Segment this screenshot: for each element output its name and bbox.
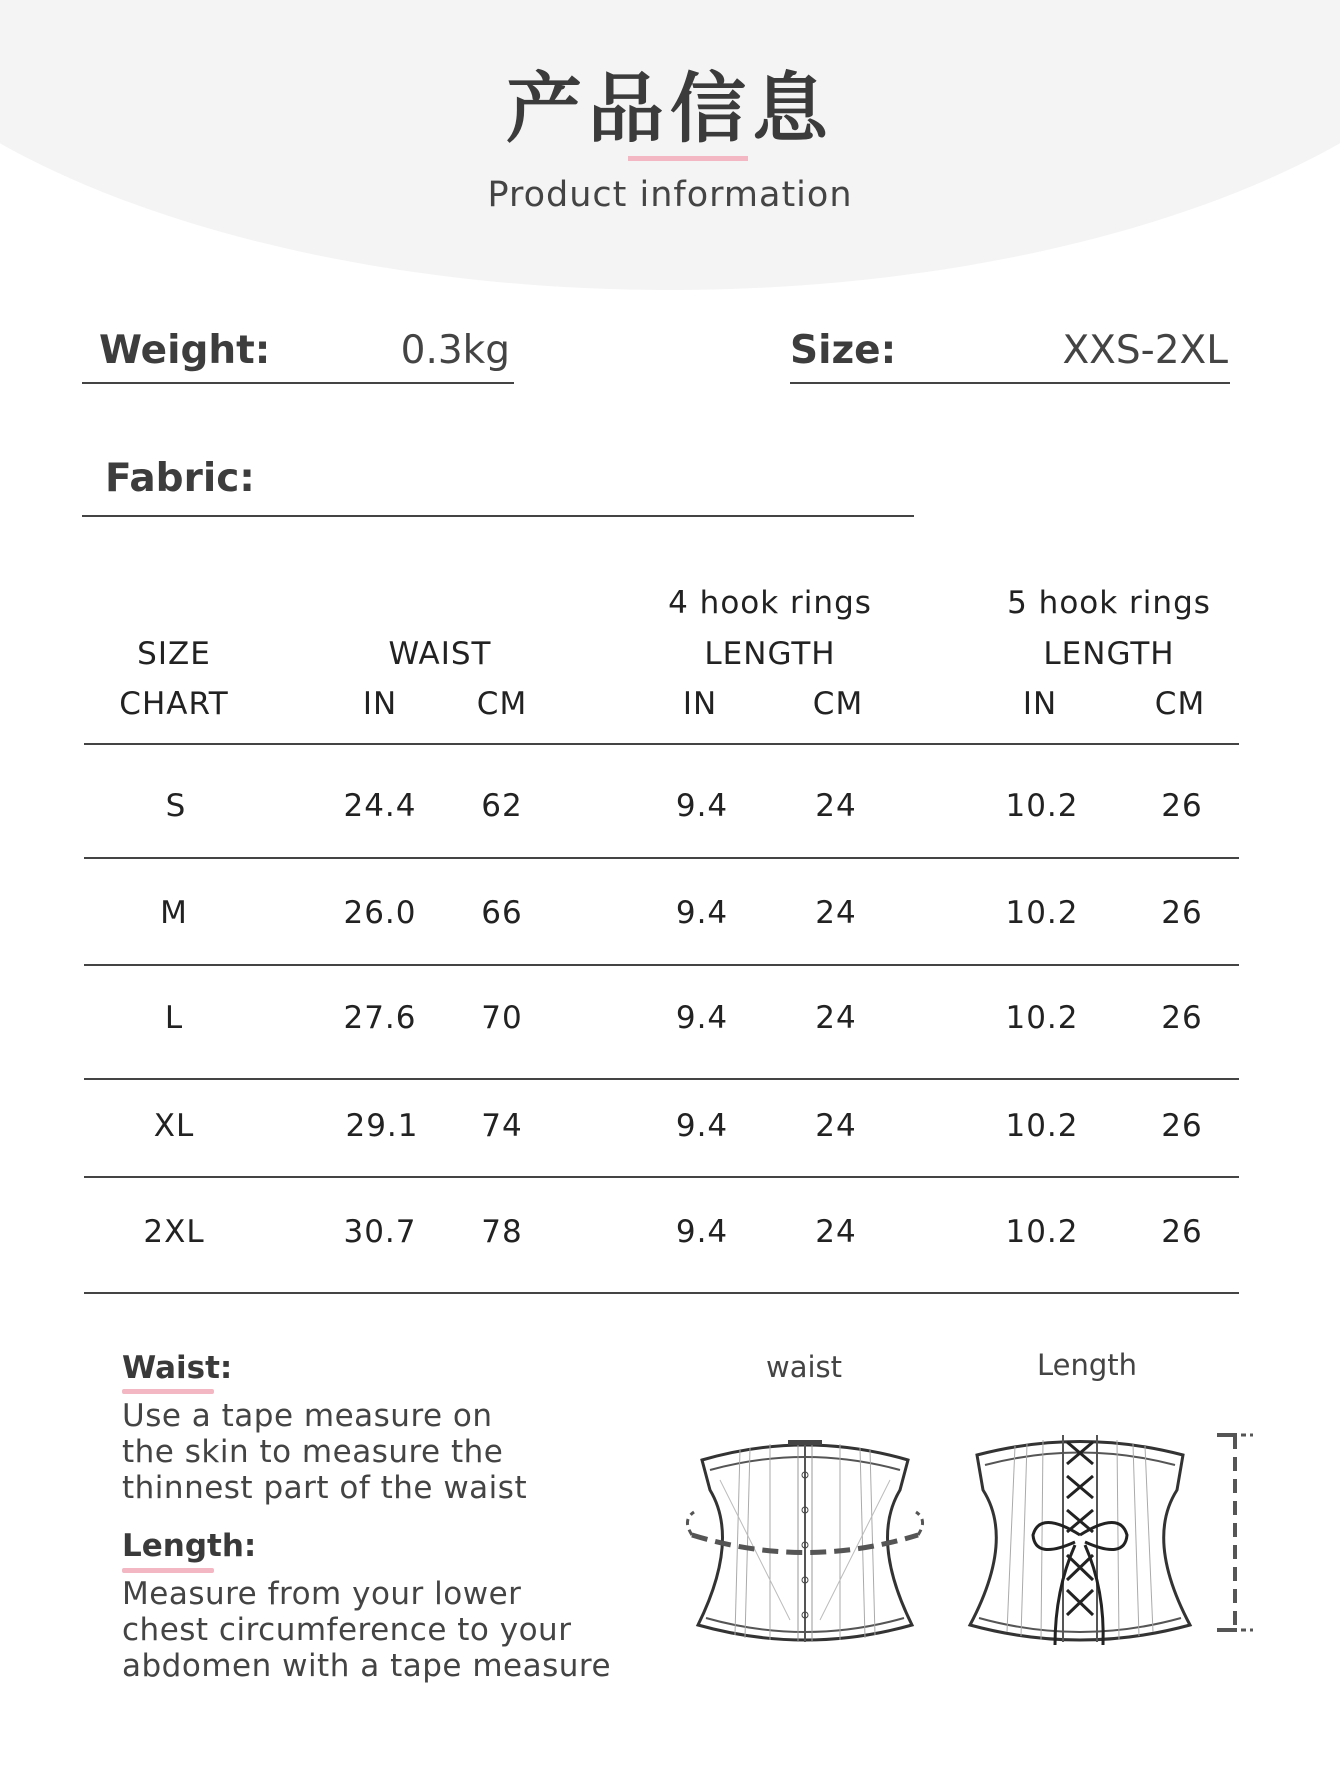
header-waist-cm: CM: [476, 686, 528, 722]
cell-waist-cm: 78: [481, 1214, 523, 1250]
table-divider: [84, 1078, 1239, 1080]
length-note-title: Length:: [122, 1528, 257, 1564]
weight-label: Weight:: [99, 328, 271, 373]
waist-illustration-label: waist: [765, 1350, 843, 1384]
cell-hook5-cm: 26: [1161, 1000, 1203, 1036]
cell-waist-in: 26.0: [343, 895, 417, 931]
cell-hook5-in: 10.2: [1005, 1108, 1079, 1144]
length-note-line: Measure from your lower: [122, 1576, 522, 1612]
table-divider: [84, 964, 1239, 966]
cell-hook4-in: 9.4: [675, 1214, 729, 1250]
cell-hook4-cm: 24: [815, 1108, 857, 1144]
header-waist: WAIST: [388, 636, 492, 672]
cell-waist-cm: 70: [481, 1000, 523, 1036]
size-label: Size:: [790, 328, 897, 373]
header-chart: CHART: [119, 686, 229, 722]
table-divider: [84, 1176, 1239, 1178]
corset-back-illustration: [955, 1420, 1255, 1665]
cell-hook5-in: 10.2: [1005, 895, 1079, 931]
header-hook4-cm: CM: [812, 686, 864, 722]
cell-hook4-cm: 24: [815, 1000, 857, 1036]
fabric-label: Fabric:: [105, 456, 255, 501]
header-hook4-length: LENGTH: [704, 636, 836, 672]
table-divider: [84, 1292, 1239, 1294]
waist-note-line: Use a tape measure on: [122, 1398, 493, 1434]
cell-hook4-in: 9.4: [675, 788, 729, 824]
cell-hook5-in: 10.2: [1005, 1000, 1079, 1036]
page-title-en: Product information: [487, 175, 853, 215]
cell-size: XL: [153, 1108, 195, 1144]
header-waist-in: IN: [362, 686, 398, 722]
header-hook5-in: IN: [1022, 686, 1058, 722]
waist-note-title: Waist:: [122, 1350, 233, 1386]
cell-size: 2XL: [143, 1214, 205, 1250]
fabric-underline: [82, 515, 914, 517]
header-size: SIZE: [137, 636, 211, 672]
header-hook4-in: IN: [682, 686, 718, 722]
header-hook5-length: LENGTH: [1043, 636, 1175, 672]
cell-hook5-in: 10.2: [1005, 1214, 1079, 1250]
header-hook5: 5 hook rings: [1007, 585, 1211, 621]
cell-hook4-in: 9.4: [675, 895, 729, 931]
cell-hook5-cm: 26: [1161, 1108, 1203, 1144]
cell-waist-cm: 62: [481, 788, 523, 824]
cell-size: L: [164, 1000, 184, 1036]
length-illustration-label: Length: [1036, 1348, 1138, 1382]
cell-hook5-cm: 26: [1161, 1214, 1203, 1250]
cell-hook4-cm: 24: [815, 895, 857, 931]
size-value: XXS-2XL: [1062, 328, 1228, 373]
cell-waist-in: 30.7: [343, 1214, 417, 1250]
cell-waist-cm: 74: [481, 1108, 523, 1144]
waist-note-text: [122, 1398, 527, 1506]
cell-hook4-in: 9.4: [675, 1000, 729, 1036]
header-hook5-cm: CM: [1154, 686, 1206, 722]
cell-hook5-cm: 26: [1161, 788, 1203, 824]
cell-waist-in: 24.4: [343, 788, 417, 824]
cell-size: M: [160, 895, 188, 931]
size-underline: [790, 382, 1230, 384]
cell-hook4-cm: 24: [815, 1214, 857, 1250]
corset-front-illustration: [680, 1420, 930, 1655]
length-note-line: chest circumference to your: [122, 1612, 572, 1648]
weight-underline: [82, 382, 514, 384]
table-divider: [84, 743, 1239, 745]
length-note-underline: [122, 1568, 214, 1573]
header-hook4: 4 hook rings: [668, 585, 872, 621]
cell-hook4-in: 9.4: [675, 1108, 729, 1144]
cell-waist-in: 29.1: [345, 1108, 419, 1144]
cell-hook5-cm: 26: [1161, 895, 1203, 931]
table-divider: [84, 857, 1239, 859]
title-accent-bar: [628, 156, 748, 161]
length-note-line: abdomen with a tape measure: [122, 1648, 612, 1684]
waist-note-line: the skin to measure the: [122, 1434, 504, 1470]
cell-size: S: [165, 788, 187, 824]
length-note-text: [122, 1576, 611, 1684]
page-title-cn: 产品信息: [506, 64, 834, 153]
cell-hook4-cm: 24: [815, 788, 857, 824]
cell-hook5-in: 10.2: [1005, 788, 1079, 824]
waist-note-line: thinnest part of the waist: [122, 1470, 528, 1506]
waist-note-underline: [122, 1389, 214, 1394]
cell-waist-in: 27.6: [343, 1000, 417, 1036]
weight-value: 0.3kg: [400, 328, 510, 373]
cell-waist-cm: 66: [481, 895, 523, 931]
